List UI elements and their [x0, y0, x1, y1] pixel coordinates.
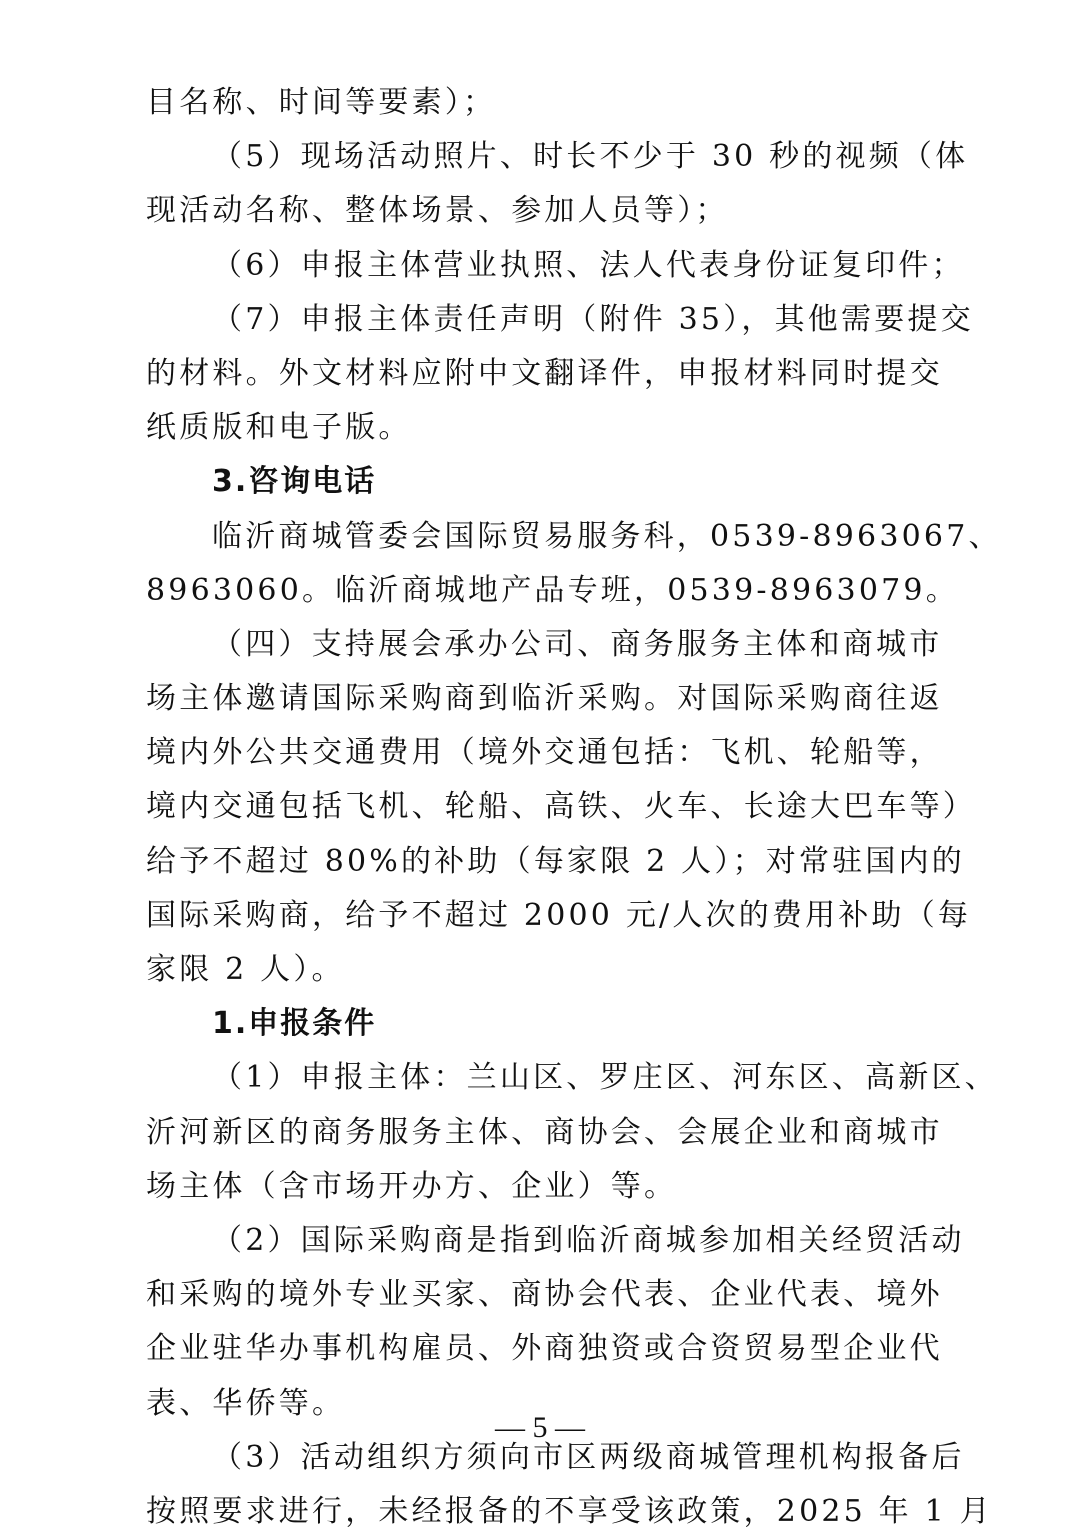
text-line: 企业驻华办事机构雇员、外商独资或合资贸易型企业代 [146, 1331, 943, 1367]
text-line: 表、华侨等。 [146, 1385, 346, 1421]
text-line: （3）活动组织方须向市区两级商城管理机构报备后 [212, 1439, 965, 1475]
text-line: （6）申报主体营业执照、法人代表身份证复印件； [212, 247, 965, 283]
text-line: 境内交通包括飞机、轮船、高铁、火车、长途大巴车等） [146, 789, 976, 825]
text-line: 国际采购商，给予不超过 2000 元/人次的费用补助（每 [146, 897, 972, 933]
text-line: 的材料。外文材料应附中文翻译件，申报材料同时提交 [146, 355, 943, 391]
text-line: 和采购的境外专业买家、商协会代表、企业代表、境外 [146, 1277, 943, 1313]
section-heading: 1.申报条件 [212, 1006, 377, 1042]
text-line: （5）现场活动照片、时长不少于 30 秒的视频（体 [212, 139, 969, 175]
text-line: 境内外公共交通费用（境外交通包括：飞机、轮船等， [146, 735, 943, 771]
text-line: （7）申报主体责任声明（附件 35），其他需要提交 [212, 301, 974, 337]
text-line: 沂河新区的商务服务主体、商协会、会展企业和商城市 [146, 1114, 943, 1150]
text-line: 场主体邀请国际采购商到临沂采购。对国际采购商往返 [146, 681, 943, 717]
text-line: 家限 2 人）。 [146, 952, 345, 987]
text-line: 按照要求进行，未经报备的不享受该政策，2025 年 1 月 [146, 1493, 993, 1529]
text-line: 给予不超过 80%的补助（每家限 2 人）；对常驻国内的 [146, 843, 965, 879]
text-line: 场主体（含市场开办方、企业）等。 [146, 1168, 678, 1204]
text-line: 8963060。临沂商城地产品专班，0539-8963079。 [146, 572, 959, 608]
text-line: 目名称、时间等要素）； [146, 85, 497, 120]
text-line: 纸质版和电子版。 [146, 410, 412, 446]
text-line: （四）支持展会承办公司、商务服务主体和商城市 [212, 626, 943, 662]
document-body [146, 76, 1002, 1539]
section-heading: 3.咨询电话 [212, 464, 377, 500]
text-line: （2）国际采购商是指到临沂商城参加相关经贸活动 [212, 1222, 965, 1258]
page-number: — 5 — [495, 1411, 585, 1444]
text-line: 现活动名称、整体场景、参加人员等）； [146, 193, 729, 229]
text-line: 临沂商城管委会国际贸易服务科，0539-8963067、 [212, 518, 1002, 554]
text-line: （1）申报主体：兰山区、罗庄区、河东区、高新区、 [212, 1060, 998, 1096]
